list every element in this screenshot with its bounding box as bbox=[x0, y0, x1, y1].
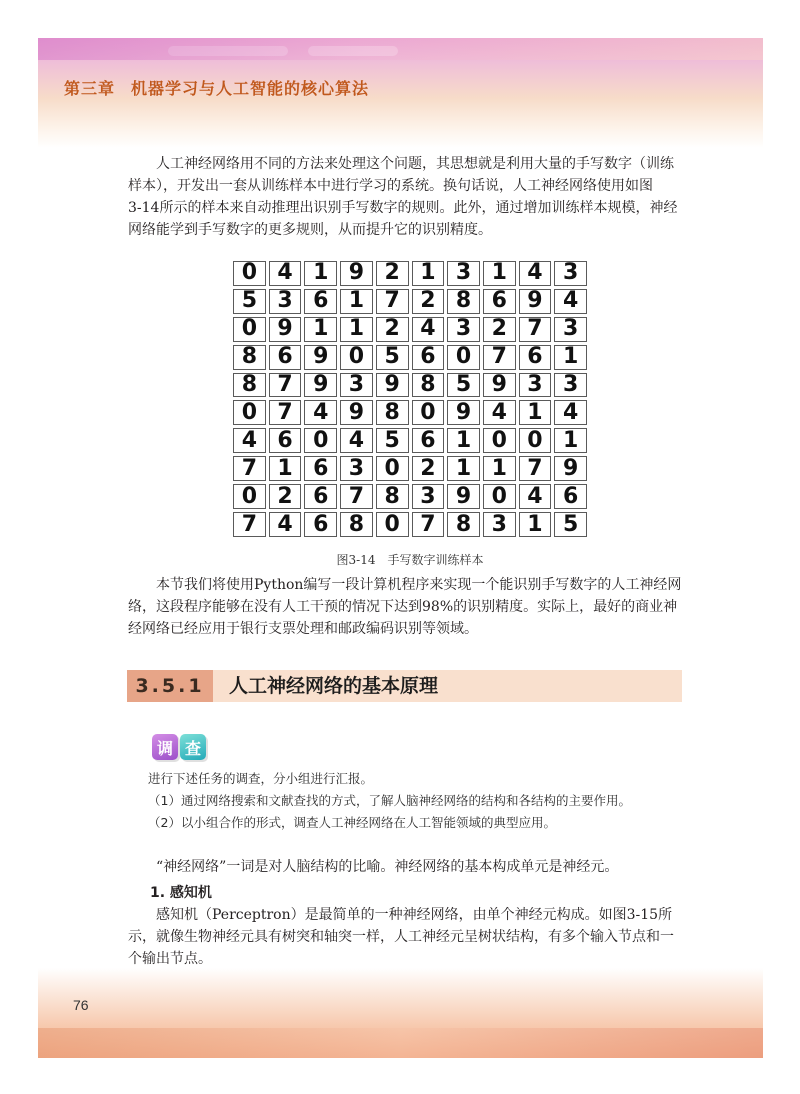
paragraph-line: 样本），开发出一套从训练样本中进行学习的系统。换句话说，人工神经网络使用如图 bbox=[128, 178, 653, 194]
task-item-2: （2）以小组合作的形式，调查人工神经网络在人工智能领域的典型应用。 bbox=[148, 815, 556, 830]
section-heading bbox=[127, 670, 682, 702]
digit-cell: 7 bbox=[519, 456, 552, 481]
digit-cell: 9 bbox=[519, 289, 552, 314]
digit-cell: 1 bbox=[554, 428, 587, 453]
perceptron-paragraph bbox=[128, 904, 693, 970]
digit-cell: 0 bbox=[304, 428, 337, 453]
digit-cell: 1 bbox=[412, 261, 445, 286]
digit-cell: 0 bbox=[233, 261, 266, 286]
digit-cell: 4 bbox=[483, 400, 516, 425]
digit-cell: 4 bbox=[269, 512, 302, 537]
digit-cell: 0 bbox=[519, 428, 552, 453]
digit-cell: 4 bbox=[412, 317, 445, 342]
digit-cell: 1 bbox=[519, 512, 552, 537]
paragraph-line: 本节我们将使用Python编写一段计算机程序来实现一个能识别手写数字的人工神经网 bbox=[156, 577, 682, 593]
digit-cell: 1 bbox=[554, 345, 587, 370]
paragraph-line: “神经网络”一词是对人脑结构的比喻。神经网络的基本构成单元是神经元。 bbox=[156, 859, 619, 875]
digit-cell: 5 bbox=[447, 373, 480, 398]
paragraph-line: 人工神经网络用不同的方法来处理这个问题，其思想就是利用大量的手写数字（训练 bbox=[156, 156, 674, 172]
digit-cell: 2 bbox=[376, 317, 409, 342]
digit-cell: 2 bbox=[483, 317, 516, 342]
digit-cell: 2 bbox=[412, 289, 445, 314]
digit-cell: 7 bbox=[519, 317, 552, 342]
digit-cell: 7 bbox=[412, 512, 445, 537]
chapter-header bbox=[64, 76, 369, 99]
digit-cell: 9 bbox=[304, 345, 337, 370]
digit-cell: 3 bbox=[412, 484, 445, 509]
digit-cell: 6 bbox=[269, 345, 302, 370]
digit-cell: 8 bbox=[376, 400, 409, 425]
digit-cell: 8 bbox=[233, 373, 266, 398]
digit-cell: 9 bbox=[483, 373, 516, 398]
neuron-paragraph bbox=[128, 856, 693, 878]
digit-cell: 7 bbox=[233, 512, 266, 537]
digit-cell: 0 bbox=[376, 456, 409, 481]
digit-cell: 3 bbox=[340, 456, 373, 481]
digit-cell: 6 bbox=[304, 512, 337, 537]
digit-cell: 8 bbox=[447, 512, 480, 537]
page-number: 76 bbox=[73, 997, 89, 1013]
digit-cell: 6 bbox=[412, 428, 445, 453]
digit-cell: 4 bbox=[340, 428, 373, 453]
digit-cell: 1 bbox=[269, 456, 302, 481]
badge-char: 查 bbox=[180, 734, 206, 760]
handwritten-digits-figure bbox=[233, 261, 587, 537]
digit-cell: 1 bbox=[519, 400, 552, 425]
paragraph-line: 络，这段程序能够在没有人工干预的情况下达到98%的识别精度。实际上，最好的商业神 bbox=[128, 599, 678, 615]
digit-cell: 4 bbox=[304, 400, 337, 425]
subheading-perceptron: 1. 感知机 bbox=[150, 885, 212, 901]
digit-cell: 3 bbox=[519, 373, 552, 398]
header-decoration bbox=[168, 46, 288, 56]
digit-cell: 2 bbox=[412, 456, 445, 481]
digit-cell: 0 bbox=[340, 345, 373, 370]
digit-cell: 0 bbox=[447, 345, 480, 370]
chapter-number: 第三章 bbox=[64, 79, 116, 98]
digit-cell: 1 bbox=[340, 317, 373, 342]
digit-cell: 0 bbox=[376, 512, 409, 537]
investigate-tasks bbox=[148, 768, 708, 834]
digit-cell: 5 bbox=[376, 428, 409, 453]
digit-cell: 4 bbox=[519, 484, 552, 509]
digit-cell: 0 bbox=[412, 400, 445, 425]
digit-cell: 4 bbox=[554, 400, 587, 425]
digit-cell: 4 bbox=[519, 261, 552, 286]
investigate-badge bbox=[152, 734, 206, 760]
badge-char: 调 bbox=[152, 734, 178, 760]
section-number: 3.5.1 bbox=[127, 670, 213, 702]
digit-cell: 6 bbox=[519, 345, 552, 370]
digit-cell: 6 bbox=[554, 484, 587, 509]
python-paragraph bbox=[128, 574, 693, 640]
paragraph-line: 网络能学到手写数字的更多规则，从而提升它的识别精度。 bbox=[128, 222, 492, 238]
digit-cell: 3 bbox=[554, 317, 587, 342]
digit-cell: 7 bbox=[269, 400, 302, 425]
task-intro: 进行下述任务的调查，分小组进行汇报。 bbox=[148, 771, 374, 786]
paragraph-line: 示，就像生物神经元具有树突和轴突一样，人工神经元呈树状结构，有多个输入节点和一 bbox=[128, 929, 674, 945]
digit-cell: 1 bbox=[483, 261, 516, 286]
digit-cell: 7 bbox=[483, 345, 516, 370]
digit-cell: 0 bbox=[483, 428, 516, 453]
figure-caption: 图3-14 手写数字训练样本 bbox=[336, 553, 484, 567]
digit-cell: 1 bbox=[304, 261, 337, 286]
digit-cell: 8 bbox=[447, 289, 480, 314]
digit-cell: 9 bbox=[554, 456, 587, 481]
digit-cell: 4 bbox=[269, 261, 302, 286]
digit-cell: 9 bbox=[340, 400, 373, 425]
digit-cell: 6 bbox=[304, 289, 337, 314]
intro-paragraph bbox=[128, 153, 693, 241]
digit-cell: 6 bbox=[412, 345, 445, 370]
digit-cell: 3 bbox=[554, 261, 587, 286]
digit-cell: 5 bbox=[233, 289, 266, 314]
digit-cell: 2 bbox=[376, 261, 409, 286]
digit-cell: 0 bbox=[233, 484, 266, 509]
digit-cell: 1 bbox=[447, 428, 480, 453]
digit-cell: 9 bbox=[447, 400, 480, 425]
digit-cell: 3 bbox=[269, 289, 302, 314]
digit-cell: 9 bbox=[269, 317, 302, 342]
digit-cell: 3 bbox=[554, 373, 587, 398]
digit-cell: 1 bbox=[340, 289, 373, 314]
paragraph-line: 经网络已经应用于银行支票处理和邮政编码识别等领域。 bbox=[128, 621, 478, 637]
chapter-title: 机器学习与人工智能的核心算法 bbox=[131, 79, 370, 98]
header-decoration bbox=[308, 46, 398, 56]
digit-cell: 9 bbox=[340, 261, 373, 286]
digit-cell: 1 bbox=[447, 456, 480, 481]
footer-band bbox=[38, 968, 763, 1058]
digit-cell: 3 bbox=[483, 512, 516, 537]
header-band bbox=[38, 38, 763, 148]
digit-cell: 8 bbox=[376, 484, 409, 509]
digit-cell: 7 bbox=[233, 456, 266, 481]
digit-cell: 0 bbox=[233, 317, 266, 342]
digit-cell: 5 bbox=[554, 512, 587, 537]
digit-cell: 0 bbox=[483, 484, 516, 509]
task-item-1: （1）通过网络搜索和文献查找的方式，了解人脑神经网络的结构和各结构的主要作用。 bbox=[148, 793, 631, 808]
paragraph-line: 个输出节点。 bbox=[128, 951, 212, 967]
digit-cell: 4 bbox=[233, 428, 266, 453]
digit-cell: 2 bbox=[269, 484, 302, 509]
digit-cell: 6 bbox=[304, 484, 337, 509]
paragraph-line: 感知机（Perceptron）是最简单的一种神经网络，由单个神经元构成。如图3-15所 bbox=[156, 907, 673, 923]
digit-cell: 6 bbox=[483, 289, 516, 314]
digit-cell: 8 bbox=[233, 345, 266, 370]
digit-cell: 3 bbox=[340, 373, 373, 398]
digit-cell: 7 bbox=[269, 373, 302, 398]
digit-cell: 7 bbox=[376, 289, 409, 314]
digit-cell: 8 bbox=[412, 373, 445, 398]
digit-cell: 9 bbox=[304, 373, 337, 398]
digit-cell: 8 bbox=[340, 512, 373, 537]
digit-cell: 4 bbox=[554, 289, 587, 314]
digit-cell: 6 bbox=[304, 456, 337, 481]
digit-cell: 0 bbox=[233, 400, 266, 425]
digit-cell: 6 bbox=[269, 428, 302, 453]
digit-cell: 1 bbox=[304, 317, 337, 342]
digit-cell: 3 bbox=[447, 317, 480, 342]
digit-cell: 3 bbox=[447, 261, 480, 286]
digit-cell: 9 bbox=[376, 373, 409, 398]
digit-cell: 1 bbox=[483, 456, 516, 481]
section-title: 人工神经网络的基本原理 bbox=[229, 675, 439, 697]
digit-cell: 7 bbox=[340, 484, 373, 509]
digit-cell: 9 bbox=[447, 484, 480, 509]
digit-cell: 5 bbox=[376, 345, 409, 370]
paragraph-line: 3-14所示的样本来自动推理出识别手写数字的规则。此外，通过增加训练样本规模，神经 bbox=[128, 200, 678, 216]
